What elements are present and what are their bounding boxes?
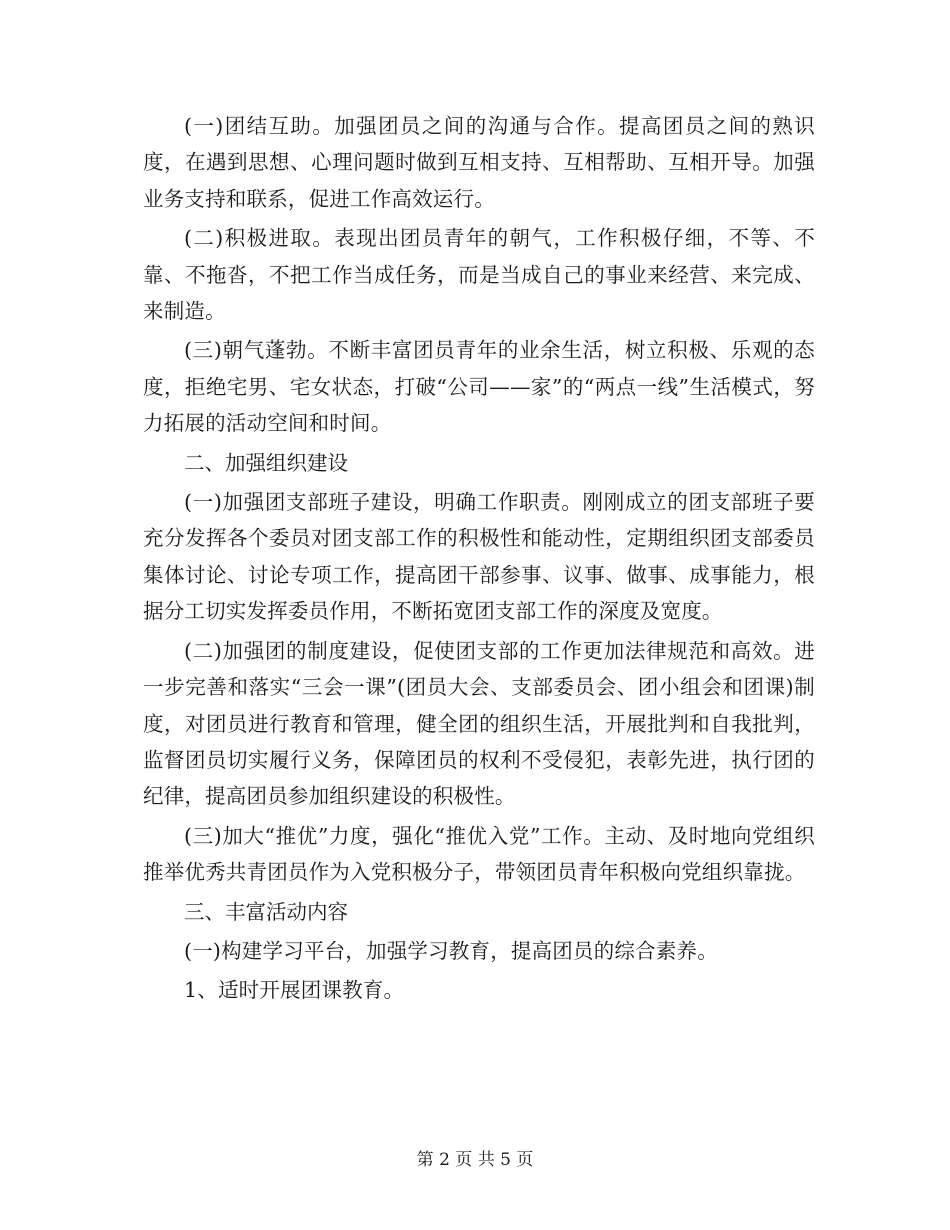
- document-body: [143, 108, 815, 1009]
- section-heading-activities: 三、丰富活动内容: [184, 899, 348, 924]
- paragraph-progress: (二)积极进取。表现出团员青年的朝气，工作积极仔细，不等、不靠、不拖沓，不把工作当成任务，而是当成自己的事业来经营、来完成、来制造。: [143, 226, 815, 324]
- paragraph-system-building: (二)加强团的制度建设，促使团支部的工作更加法律规范和高效。进一步完善和落实“三会一课”(团员大会、支部委员会、团小组会和团课)制度，对团员进行教育和管理，健全团的组织生活，开展批判和自我批判，监督团员切实履行义务，保障团员的权利不受侵犯，表彰先进，执行团的纪律，提高团员参加组织建设的积极性。: [143, 638, 815, 809]
- paragraph-learning-platform: (一)构建学习平台，加强学习教育，提高团员的综合素养。: [184, 938, 718, 963]
- paragraph-branch-building: (一)加强团支部班子建设，明确工作职责。刚刚成立的团支部班子要充分发挥各个委员对团支部工作的积极性和能动性，定期组织团支部委员集体讨论、讨论专项工作，提高团干部参事、议事、做事、成事能力，根据分工切实发挥委员作用，不断拓宽团支部工作的深度及宽度。: [143, 490, 815, 624]
- paragraph-unity: (一)团结互助。加强团员之间的沟通与合作。提高团员之间的熟识度，在遇到思想、心理问题时做到互相支持、互相帮助、互相开导。加强业务支持和联系，促进工作高效运行。: [143, 114, 815, 211]
- paragraph-recommendation: (三)加大“推优”力度，强化“推优入党”工作。主动、及时地向党组织推举优秀共青团员作为入党积极分子，带领团员青年积极向党组织靠拢。: [143, 823, 815, 885]
- paragraph-vigor: (三)朝气蓬勃。不断丰富团员青年的业余生活，树立积极、乐观的态度，拒绝宅男、宅女状态，打破“公司——家”的“两点一线”生活模式，努力拓展的活动空间和时间。: [143, 338, 815, 436]
- page-number-footer: 第 2 页 共 5 页: [416, 1150, 534, 1170]
- paragraph-league-class: 1、适时开展团课教育。: [184, 978, 405, 1003]
- section-heading-organization: 二、加强组织建设: [184, 450, 348, 475]
